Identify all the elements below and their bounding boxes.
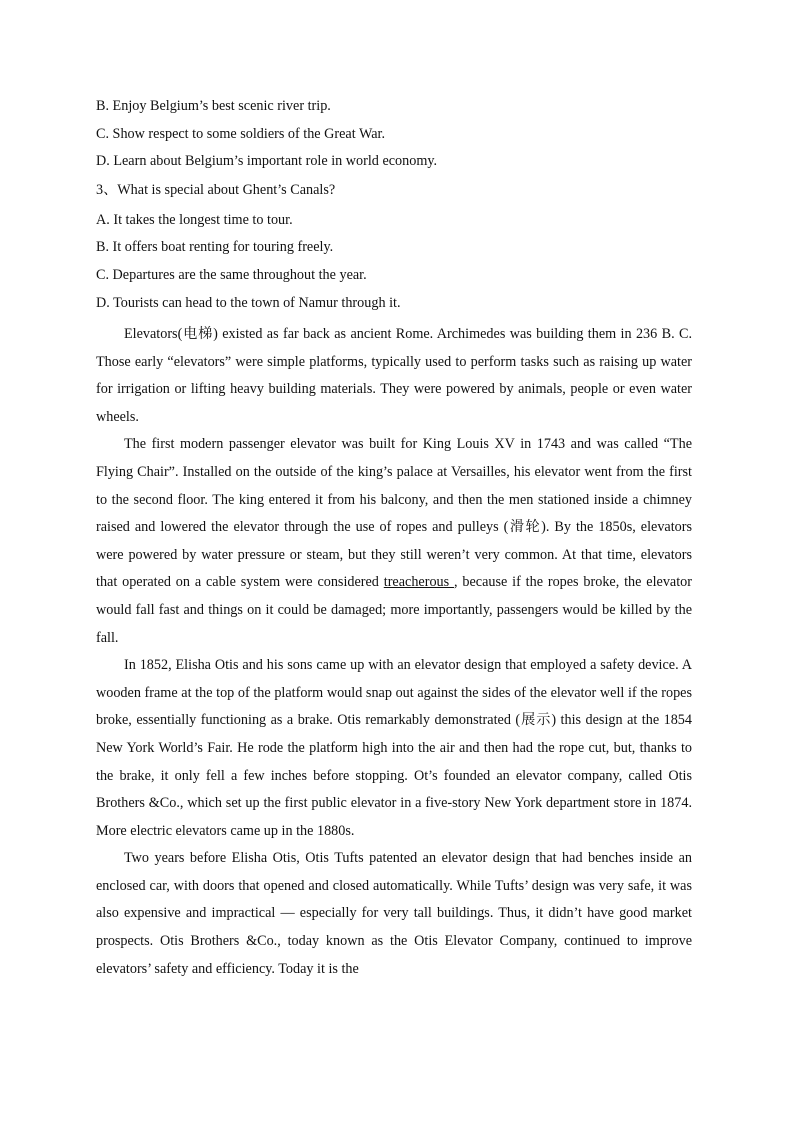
question-3-stem: 3、What is special about Ghent’s Canals? xyxy=(96,182,336,198)
option-d-prev: D. Learn about Belgium’s important role in world economy. xyxy=(96,153,438,169)
q3-option-a: A. It takes the longest time to tour. xyxy=(96,212,293,228)
q3-option-c: C. Departures are the same throughout the year. xyxy=(96,267,367,283)
paragraph-2-text-a: The first modern passenger elevator was built for King Louis XV in 1743 and was called “The Flying Chair”. Installed on the outside of the king’s palace at Versailles, his elevator went from the first to the second floor. The king entered it from his balcony, and then the men stationed inside a chimney raised and lowered the elevator through the use of ropes and pulleys (滑轮). By the 1850s, elevators were powered by water pressure or steam, but they still weren’t very common. At that time, elevators that operated on a cable system were considered xyxy=(96,436,692,591)
option-c-prev: C. Show respect to some soldiers of the Great War. xyxy=(96,126,385,142)
paragraph-4: Two years before Elisha Otis, Otis Tufts patented an elevator design that had benches inside an enclosed car, with doors that opened and closed automatically. While Tufts’ design was very safe, it was also expensive and impractical — especially for very tall buildings. Thus, it didn’t have good market prospects. Otis Brothers &Co., today known as the Otis Elevator Company, continued to improve elevators’ safety and efficiency. Today it is the xyxy=(96,850,692,977)
paragraph-2 xyxy=(96,431,692,652)
paragraph-1: Elevators(电梯) existed as far back as ancient Rome. Archimedes was building them in 236 B. C. Those early “elevators” were simple platforms, typically used to perform tasks such as raising up water for irrigation or lifting heavy building materials. They were powered by animals, people or even water wheels. xyxy=(96,326,692,425)
q3-option-d: D. Tourists can head to the town of Namur through it. xyxy=(96,295,401,311)
reading-passage xyxy=(96,321,692,983)
underlined-word: treacherous xyxy=(383,574,454,591)
paragraph-2-text-b: , because if the ropes broke, the elevator would fall fast and things on it could be damaged; more importantly, passengers would be killed by the fall. xyxy=(96,574,692,646)
option-b-prev: B. Enjoy Belgium’s best scenic river trip. xyxy=(96,98,331,114)
q3-option-b: B. It offers boat renting for touring freely. xyxy=(96,239,334,255)
paragraph-3: In 1852, Elisha Otis and his sons came up with an elevator design that employed a safety device. A wooden frame at the top of the platform would snap out against the sides of the elevator well if the ropes broke, essentially functioning as a brake. Otis remarkably demonstrated (展示) this design at the 1854 New York World’s Fair. He rode the platform high into the air and then had the rope cut, but, thanks to the brake, it only fell a few inches before stopping. Ot’s founded an elevator company, called Otis Brothers &Co., which set up the first public elevator in a five-story New York department store in 1874. More electric elevators came up in the 1880s. xyxy=(96,657,692,839)
